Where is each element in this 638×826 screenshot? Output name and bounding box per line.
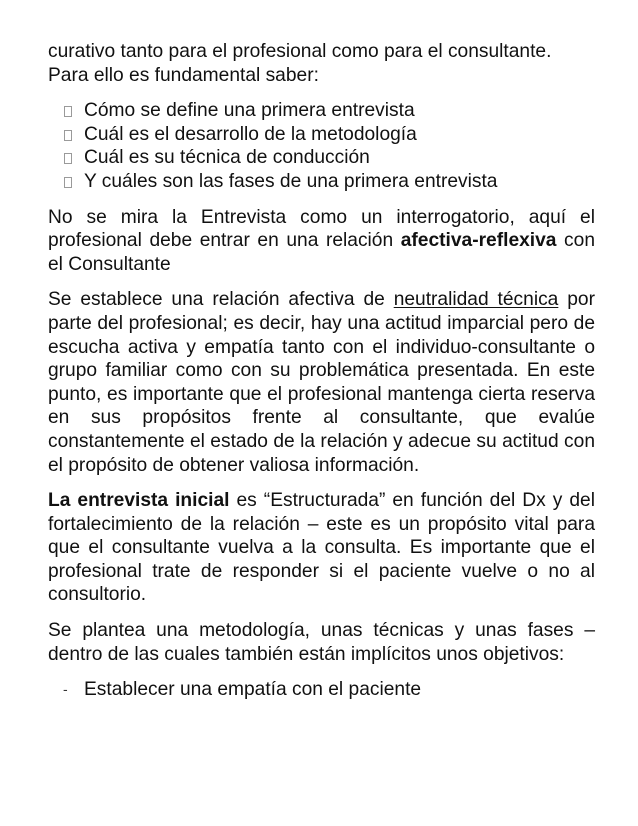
- list-item: [48, 99, 595, 123]
- paragraph-text: por parte del profesional; es decir, hay una actitud imparcial pero de escucha activa y empatía tanto con el individuo-consultante o grupo familiar como con su problemática presentada. En este punto, es importante que el profesional mantenga cierta reserva en sus propósitos frente al consultante, que evalúe constantemente el estado de la relación y adecue su actitud con el propósito de obtener valiosa información.: [48, 289, 595, 476]
- neutrality-paragraph: [48, 288, 595, 477]
- list-item: [48, 123, 595, 147]
- paragraph-text: Se establece una relación afectiva de: [48, 289, 394, 311]
- list-item-text: Cuál es el desarrollo de la metodología: [84, 123, 417, 145]
- interview-relationship-paragraph: [48, 206, 595, 277]
- methodology-paragraph: [48, 619, 595, 666]
- list-item: [48, 678, 595, 702]
- list-item: [48, 170, 595, 194]
- square-bullet-icon: [64, 153, 72, 164]
- bold-term: afectiva-reflexiva: [400, 230, 557, 252]
- objectives-list: [48, 678, 595, 702]
- square-bullet-icon: [64, 177, 72, 188]
- paragraph-text: con el Consultante: [48, 230, 595, 275]
- dash-bullet-icon: -: [63, 681, 68, 698]
- list-item: [48, 146, 595, 170]
- intro-line-2: Para ello es fundamental saber:: [48, 64, 319, 86]
- underlined-term: neutralidad técnica: [393, 289, 559, 311]
- square-bullet-icon: [64, 130, 72, 141]
- bold-term: La entrevista inicial: [48, 490, 230, 512]
- square-bullet-icon: [64, 106, 72, 117]
- list-item-text: Cuál es su técnica de conducción: [84, 147, 370, 169]
- initial-interview-paragraph: [48, 489, 595, 607]
- paragraph-text: No se mira la Entrevista como un interrogatorio, aquí el profesional debe entrar en una relación: [48, 206, 595, 252]
- list-item-text: Cómo se define una primera entrevista: [84, 100, 415, 122]
- paragraph-text: es “Estructurada” en función del Dx y del fortalecimiento de la relación – este es un propósito vital para que el consultante vuelva a la consulta. Es importante que el profesional trate de responder si el paciente vuelve o no al consultorio.: [48, 490, 595, 606]
- paragraph-text: Se plantea una metodología, unas técnicas y unas fases – dentro de las cuales también están implícitos unos objetivos:: [48, 620, 595, 665]
- intro-paragraph: [48, 40, 595, 87]
- list-item-text: Establecer una empatía con el paciente: [84, 679, 422, 701]
- intro-line-1: curativo tanto para el profesional como para el consultante.: [48, 41, 552, 62]
- document-page: [48, 40, 595, 714]
- list-item-text: Y cuáles son las fases de una primera entrevista: [84, 170, 498, 192]
- questions-list: [48, 99, 595, 193]
